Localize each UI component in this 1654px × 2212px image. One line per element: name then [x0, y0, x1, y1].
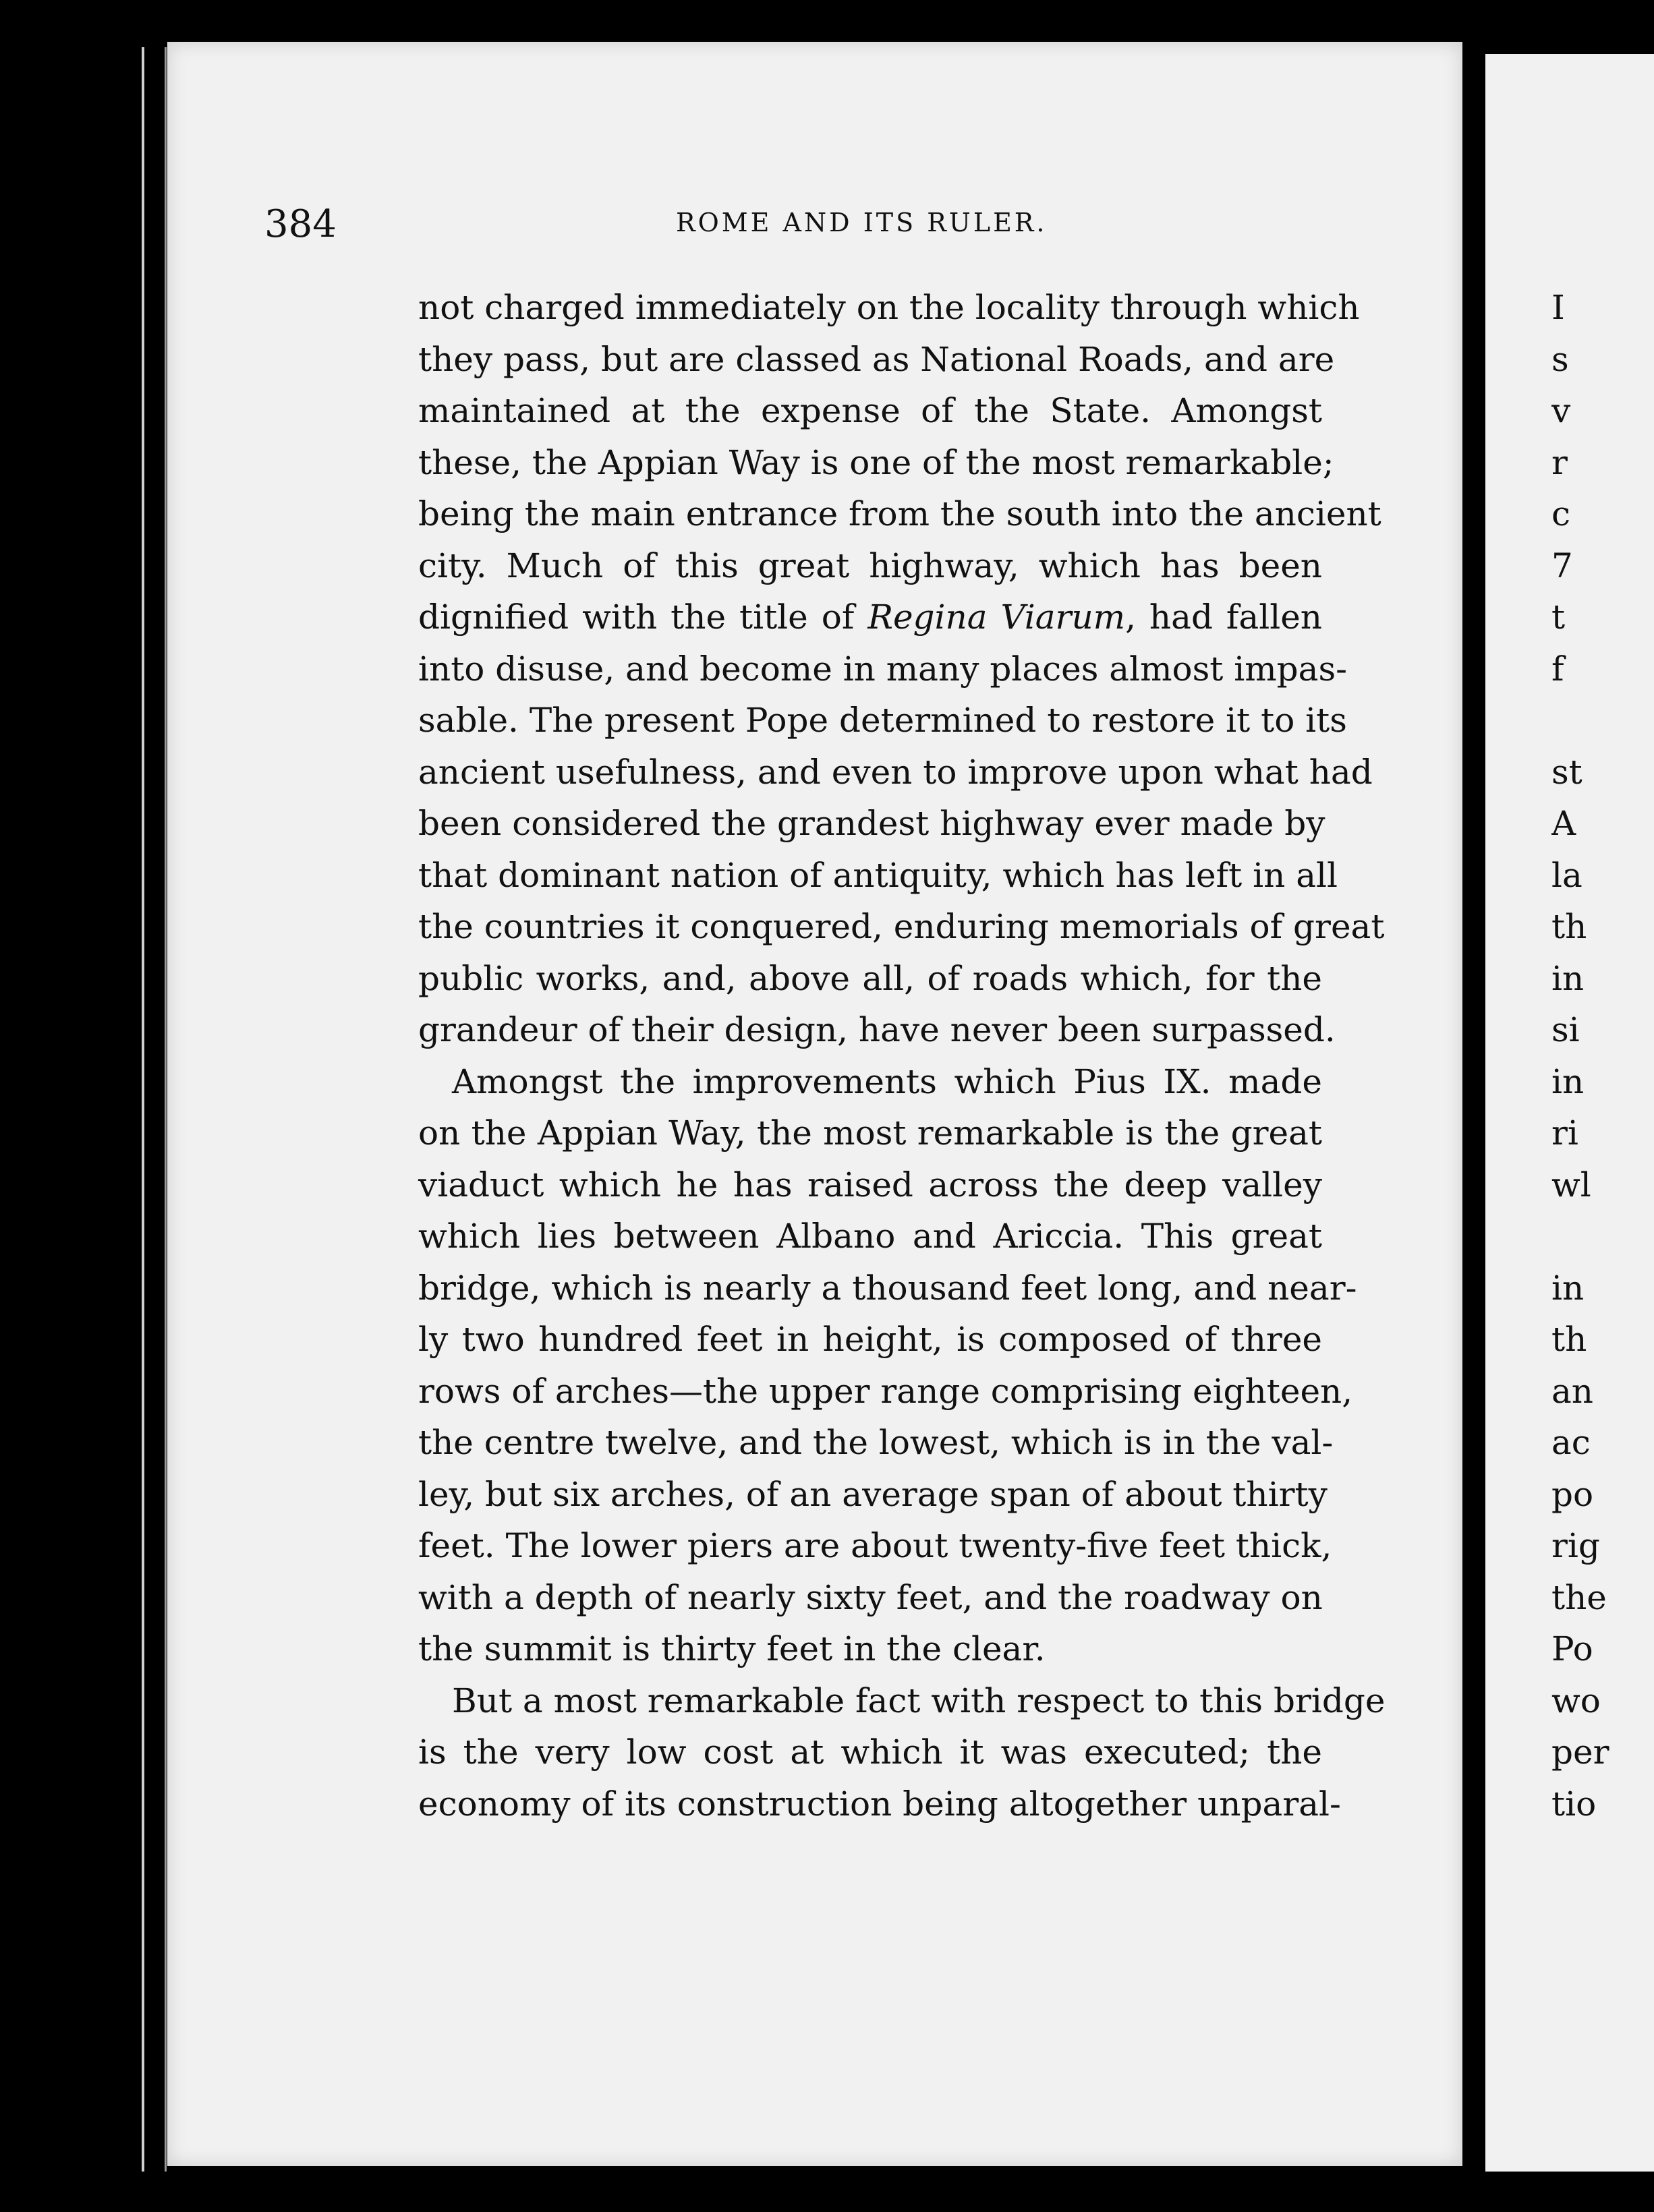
text-line-italic: dignified with the title of Regina Viarum, had fallen [418, 598, 1323, 637]
book-binding-edge [142, 47, 167, 2172]
fragment: ri [1551, 1113, 1578, 1153]
fragment: c [1551, 494, 1571, 533]
fragment: Po [1551, 1629, 1593, 1668]
paragraph-1 [418, 282, 1385, 1056]
fragment: tio [1551, 1784, 1597, 1824]
text-line: public works, and, above all, of roads which, for the [418, 958, 1322, 998]
text-line: they pass, but are classed as National Roads, and are [418, 339, 1335, 379]
text-line: maintained at the expense of the State. Amongst [418, 391, 1322, 430]
fragment: per [1551, 1733, 1609, 1772]
text-line: viaduct which he has raised across the deep valley [418, 1165, 1322, 1204]
fragment: si [1551, 1010, 1580, 1049]
text-line: Amongst the improvements which Pius IX. made [452, 1061, 1322, 1101]
fragment: the [1551, 1577, 1607, 1617]
text-line: ly two hundred feet in height, is composed of three [418, 1320, 1322, 1359]
text-line: city. Much of this great highway, which has been [418, 546, 1322, 585]
fragment: 7 [1551, 546, 1573, 585]
text-line: been considered the grandest highway ever made by [418, 804, 1325, 843]
text-line: feet. The lower piers are about twenty-five feet thick, [418, 1526, 1332, 1565]
text-line: into disuse, and become in many places almost impas- [418, 649, 1348, 689]
fragment: ac [1551, 1423, 1591, 1462]
page-number: 384 [264, 202, 337, 246]
fragment: A [1551, 804, 1576, 843]
right-page-text-fragments [1551, 282, 1654, 1830]
fragment: wl [1551, 1165, 1591, 1204]
text-line: with a depth of nearly sixty feet, and the roadway on [418, 1577, 1323, 1617]
text-line: But a most remarkable fact with respect to this bridge [452, 1681, 1386, 1720]
page-header [264, 202, 1330, 256]
text-line: the countries it conquered, enduring memorials of great [418, 907, 1385, 946]
text-line: is the very low cost at which it was executed; the [418, 1733, 1322, 1772]
text-line: on the Appian Way, the most remarkable is the great [418, 1113, 1322, 1153]
fragment: I [1551, 288, 1565, 327]
text-line: being the main entrance from the south into the ancient [418, 494, 1381, 533]
fragment: po [1551, 1474, 1594, 1514]
text-line: economy of its construction being altogether unparal- [418, 1784, 1341, 1824]
fragment: st [1551, 752, 1582, 792]
paragraph-2 [418, 1056, 1357, 1675]
fragment [1551, 1211, 1654, 1262]
text-line: bridge, which is nearly a thousand feet long, and near- [418, 1268, 1357, 1308]
fragment: in [1551, 1061, 1585, 1101]
text-line: that dominant nation of antiquity, which has left in all [418, 855, 1338, 895]
text-line: the summit is thirty feet in the clear. [418, 1629, 1046, 1668]
fragment: wo [1551, 1681, 1601, 1720]
text-line: rows of arches—the upper range comprising eighteen, [418, 1371, 1353, 1411]
fragment: r [1551, 442, 1568, 482]
fragment: t [1551, 598, 1566, 637]
text-line: grandeur of their design, have never been surpassed. [418, 1010, 1336, 1049]
fragment [1551, 695, 1654, 747]
fragment: f [1551, 649, 1564, 689]
text-line: ancient usefulness, and even to improve upon what had [418, 752, 1373, 792]
text-line: not charged immediately on the locality through which [418, 288, 1360, 327]
fragment: v [1551, 391, 1571, 430]
running-head: ROME AND ITS RULER. [676, 208, 1048, 237]
fragment: rig [1551, 1526, 1600, 1565]
text-line: sable. The present Pope determined to restore it to its [418, 701, 1347, 740]
paragraph-3 [418, 1675, 1386, 1830]
body-text [418, 282, 1386, 1830]
fragment: in [1551, 958, 1585, 998]
fragment: in [1551, 1268, 1585, 1308]
fragment: s [1551, 339, 1569, 379]
page-gutter [1462, 61, 1485, 2185]
text-line: ley, but six arches, of an average span of about thirty [418, 1474, 1328, 1514]
fragment: th [1551, 1320, 1587, 1359]
fragment: an [1551, 1371, 1594, 1411]
text-line: the centre twelve, and the lowest, which is in the val- [418, 1423, 1334, 1462]
text-line: which lies between Albano and Ariccia. This great [418, 1217, 1322, 1256]
fragment: la [1551, 855, 1582, 895]
latin-phrase: Regina Viarum [867, 598, 1126, 637]
text-line: these, the Appian Way is one of the most remarkable; [418, 442, 1334, 482]
fragment: th [1551, 907, 1587, 946]
